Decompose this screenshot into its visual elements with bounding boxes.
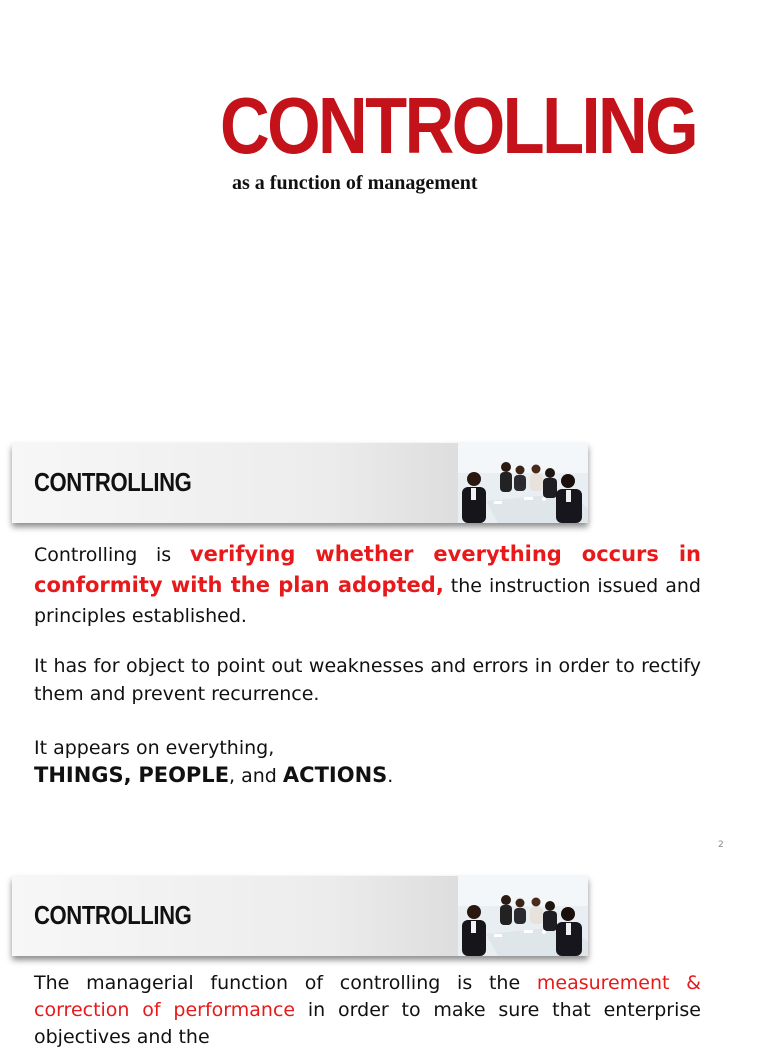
meeting-photo	[458, 443, 588, 523]
slide1-paragraph-object: It has for object to point out weaknesses and errors in order to rectify them and prevent recurrence.	[34, 655, 701, 705]
definition-highlight: verifying whether everything occurs in conformity with the plan adopted,	[34, 542, 701, 597]
page-number: 2	[718, 840, 724, 850]
page-title: CONTROLLING	[220, 81, 697, 170]
slide1-heading: CONTROLLING	[34, 467, 192, 497]
slide2-header-banner	[12, 876, 588, 956]
definition-highlight: measurement & correction of performance	[34, 972, 701, 1021]
slide1-paragraph-categories: THINGS, PEOPLE, and ACTIONS.	[34, 763, 394, 787]
slide1-header-banner	[12, 443, 588, 523]
slide2-paragraph-definition: The managerial function of controlling is the measurement & correction of performance in order to make sure that enterprise objectives and the	[34, 972, 701, 1048]
slide1-paragraph-appears: It appears on everything,	[34, 737, 275, 759]
page-subtitle: as a function of management	[232, 172, 478, 194]
meeting-photo	[458, 876, 588, 956]
slide1-paragraph-definition: Controlling is verifying whether everything occurs in conformity with the plan adopted, the instruction issued and principles established.	[34, 542, 701, 627]
slide2-heading: CONTROLLING	[34, 900, 192, 930]
